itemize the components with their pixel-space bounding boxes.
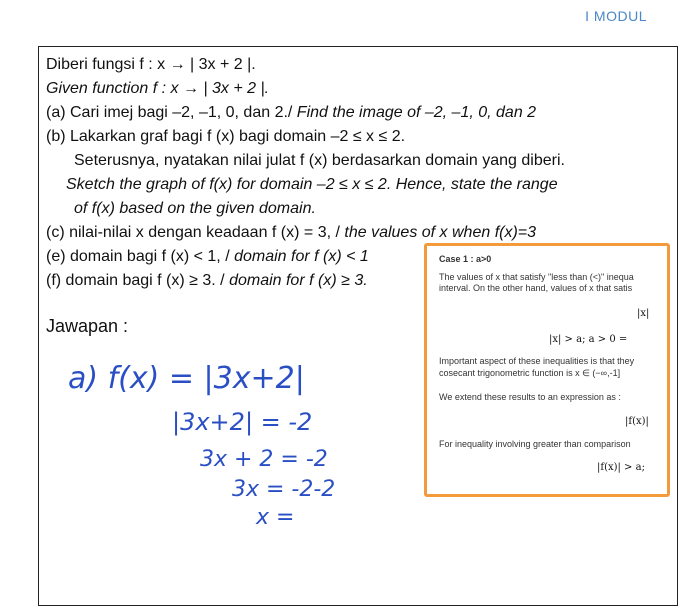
popup-text-6: For inequality involving greater than comparison bbox=[439, 439, 631, 449]
question-a-malay: (a) Cari imej bagi –2, –1, 0, dan 2./ bbox=[46, 104, 297, 121]
question-a-english: Find the image of –2, –1, 0, dan 2 bbox=[296, 104, 537, 121]
answer-label: Jawapan : bbox=[46, 316, 129, 336]
handwritten-answer bbox=[60, 330, 390, 540]
popup-text-5: We extend these results to an expression as : bbox=[439, 392, 621, 402]
popup-text-3: Important aspect of these inequalities is that they bbox=[439, 356, 635, 366]
popup-math-3: |f(x)| bbox=[625, 416, 649, 427]
popup-text-1: The values of x that satisfy "less than (<)" inequa bbox=[439, 272, 634, 282]
handwriting-line-1: a) f(x) = |3x+2| bbox=[68, 361, 305, 396]
question-b-line-2: Seterusnya, nyatakan nilai julat f (x) berdasarkan domain yang diberi. bbox=[74, 152, 565, 169]
popup-math-2: |x| > a; a > 0 = bbox=[549, 334, 628, 345]
question-b-english-2: of f(x) based on the given domain. bbox=[74, 200, 316, 217]
question-a bbox=[46, 103, 536, 123]
question-e bbox=[46, 247, 369, 267]
reference-popup bbox=[424, 243, 670, 497]
question-e-malay: (e) domain bagi f (x) < 1, / bbox=[46, 248, 235, 265]
popup-math-1: |x| bbox=[637, 308, 650, 319]
handwriting-line-2: |3x+2| = -2 bbox=[172, 408, 313, 436]
question-f bbox=[46, 271, 368, 291]
popup-case-title: Case 1 : a>0 bbox=[439, 254, 492, 264]
handwriting-line-4: 3x = -2-2 bbox=[232, 477, 336, 502]
question-b: (b) Lakarkan graf bagi f (x) bagi domain –2 ≤ x ≤ 2. bbox=[46, 128, 406, 145]
module-header-tag: I MODUL bbox=[585, 8, 647, 24]
handwriting-line-3: 3x + 2 = -2 bbox=[200, 447, 328, 472]
question-e-english: domain for f (x) < 1 bbox=[234, 248, 369, 265]
question-line-2: Given function f : x → | 3x + 2 |. bbox=[46, 80, 270, 97]
popup-text-2: interval. On the other hand, values of x that satis bbox=[439, 283, 633, 293]
question-f-malay: (f) domain bagi f (x) ≥ 3. / bbox=[46, 272, 230, 289]
handwriting-line-5: x = bbox=[256, 505, 295, 530]
question-c bbox=[46, 223, 536, 243]
question-c-english: the values of x when f(x)=3 bbox=[344, 224, 537, 241]
popup-text-4: cosecant trigonometric function is x ∈ (−∞,-1] bbox=[439, 368, 621, 378]
question-f-english: domain for f (x) ≥ 3. bbox=[229, 272, 368, 289]
question-c-malay: (c) nilai-nilai x dengan keadaan f (x) = 3, / bbox=[46, 224, 345, 241]
question-line-1: Diberi fungsi f : x → | 3x + 2 |. bbox=[46, 56, 256, 73]
popup-math-4: |f(x)| > a; bbox=[597, 462, 645, 473]
question-b-english: Sketch the graph of f(x) for domain –2 ≤ x ≤ 2. Hence, state the range bbox=[66, 176, 558, 193]
